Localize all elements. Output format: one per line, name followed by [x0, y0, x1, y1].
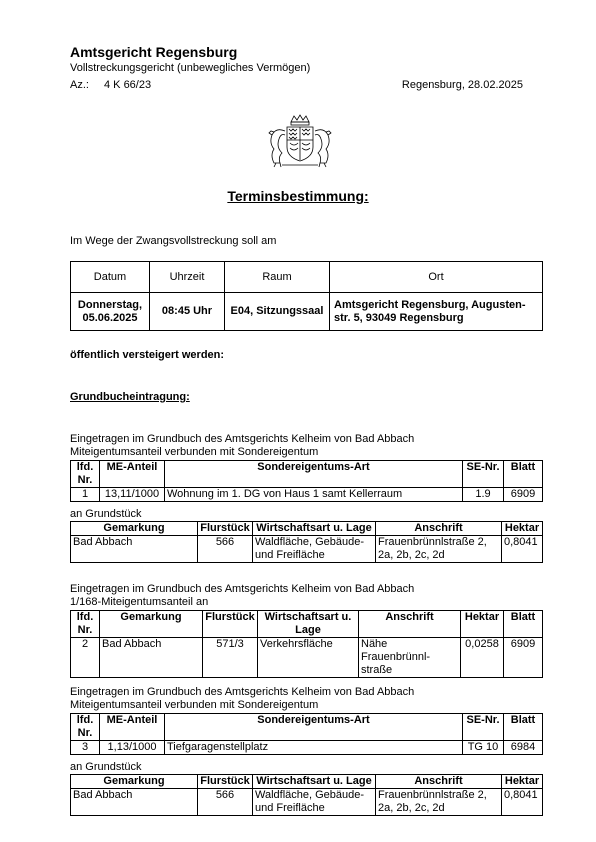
- header-sondereigentums-art: Sondereigentums-Art: [165, 714, 463, 741]
- flurstueck: 566: [198, 789, 253, 816]
- header-wirtschaftsart: Wirtschaftsart u. Lage: [253, 775, 376, 789]
- document-title: Terminsbestimmung:: [227, 188, 369, 204]
- table-row: [71, 488, 543, 502]
- entry1-an-grundstueck: an Grundstück: [70, 508, 142, 520]
- flurstueck: 571/3: [203, 638, 258, 678]
- header-gemarkung: Gemarkung: [71, 775, 198, 789]
- entry3-line1: Eingetragen im Grundbuch des Amtsgerichts Kelheim von Bad Abbach: [70, 686, 415, 698]
- gemarkung: Bad Abbach: [100, 638, 203, 678]
- anschrift: Frauenbrünnlstraße 2, 2a, 2b, 2c, 2d: [376, 536, 502, 563]
- header-anschrift: Anschrift: [359, 611, 461, 638]
- wirtschaftsart: Waldfläche, Gebäude- und Freifläche: [253, 536, 376, 563]
- me-anteil: 1,13/1000: [100, 741, 165, 755]
- schedule-table: [70, 261, 543, 331]
- header-wirtschaftsart: Wirtschaftsart u. Lage: [253, 522, 376, 536]
- auction-room: E04, Sitzungssaal: [225, 293, 330, 331]
- auction-place: Amtsgericht Regensburg, Augusten- str. 5, 93049 Regensburg: [330, 293, 543, 331]
- anschrift: Nähe Frauenbrünnl- straße: [359, 638, 461, 678]
- flurstueck: 566: [198, 536, 253, 563]
- entry3-table: [70, 713, 543, 755]
- header-uhrzeit: Uhrzeit: [150, 262, 225, 293]
- hektar: 0,0258: [461, 638, 504, 678]
- header-me-anteil: ME-Anteil: [100, 714, 165, 741]
- hektar: 0,8041: [502, 536, 543, 563]
- header-hektar: Hektar: [502, 522, 543, 536]
- place-and-date: Regensburg, 28.02.2025: [401, 79, 523, 91]
- wirtschaftsart: Verkehrsfläche: [258, 638, 359, 678]
- header-me-anteil: ME-Anteil: [100, 461, 165, 488]
- entry2-line2: 1/168-Miteigentumsanteil an: [70, 596, 209, 608]
- blatt: 6909: [504, 488, 543, 502]
- header-se-nr: SE-Nr.: [463, 461, 504, 488]
- table-row: [71, 536, 543, 563]
- header-hektar: Hektar: [502, 775, 543, 789]
- header-flurstueck: Flurstück: [198, 775, 253, 789]
- se-nr: 1.9: [463, 488, 504, 502]
- header-datum: Datum: [71, 262, 150, 293]
- sondereigentums-art: Tiefgaragenstellplatz: [165, 741, 463, 755]
- table-row: [71, 741, 543, 755]
- entry3-plot-table: [70, 774, 543, 816]
- auction-text: öffentlich versteigert werden:: [70, 349, 225, 361]
- entry3-an-grundstueck: an Grundstück: [70, 761, 142, 773]
- header-gemarkung: Gemarkung: [100, 611, 203, 638]
- lfd-nr: 2: [71, 638, 100, 678]
- auction-date: Donnerstag, 05.06.2025: [71, 293, 150, 331]
- header-lfd: lfd. Nr.: [71, 611, 100, 638]
- entry3-line2: Miteigentumsanteil verbunden mit Sondereigentum: [70, 699, 319, 711]
- table-row: [71, 789, 543, 816]
- header-anschrift: Anschrift: [376, 775, 502, 789]
- header-sondereigentums-art: Sondereigentums-Art: [165, 461, 463, 488]
- court-name: Amtsgericht Regensburg: [70, 44, 238, 60]
- table-row: [71, 638, 543, 678]
- header-ort: Ort: [330, 262, 543, 293]
- header-blatt: Blatt: [504, 611, 543, 638]
- header-raum: Raum: [225, 262, 330, 293]
- bavarian-coat-of-arms-icon: [262, 113, 338, 169]
- header-hektar: Hektar: [461, 611, 504, 638]
- sondereigentums-art: Wohnung im 1. DG von Haus 1 samt Kellerraum: [165, 488, 463, 502]
- case-number: 4 K 66/23: [104, 79, 152, 91]
- blatt: 6909: [504, 638, 543, 678]
- gemarkung: Bad Abbach: [71, 789, 198, 816]
- me-anteil: 13,11/1000: [100, 488, 165, 502]
- header-flurstueck: Flurstück: [198, 522, 253, 536]
- grundbuch-heading: Grundbucheintragung:: [70, 391, 190, 403]
- hektar: 0,8041: [502, 789, 543, 816]
- court-subtitle: Vollstreckungsgericht (unbewegliches Vermögen): [70, 62, 311, 74]
- blatt: 6984: [504, 741, 543, 755]
- header-blatt: Blatt: [504, 714, 543, 741]
- header-wirtschaftsart: Wirtschaftsart u. Lage: [258, 611, 359, 638]
- entry1-table: [70, 460, 543, 502]
- wirtschaftsart: Waldfläche, Gebäude- und Freifläche: [253, 789, 376, 816]
- lfd-nr: 1: [71, 488, 100, 502]
- auction-time: 08:45 Uhr: [150, 293, 225, 331]
- gemarkung: Bad Abbach: [71, 536, 198, 563]
- entry1-plot-table: [70, 521, 543, 563]
- entry2-table: [70, 610, 543, 678]
- entry1-line2: Miteigentumsanteil verbunden mit Sondereigentum: [70, 446, 319, 458]
- intro-text: Im Wege der Zwangsvollstreckung soll am: [70, 235, 277, 247]
- entry2-line1: Eingetragen im Grundbuch des Amtsgerichts Kelheim von Bad Abbach: [70, 583, 415, 595]
- header-gemarkung: Gemarkung: [71, 522, 198, 536]
- header-blatt: Blatt: [504, 461, 543, 488]
- case-number-label: Az.:: [70, 79, 89, 91]
- header-lfd: lfd. Nr.: [71, 461, 100, 488]
- se-nr: TG 10: [463, 741, 504, 755]
- entry1-line1: Eingetragen im Grundbuch des Amtsgerichts Kelheim von Bad Abbach: [70, 433, 415, 445]
- header-lfd: lfd. Nr.: [71, 714, 100, 741]
- header-flurstueck: Flurstück: [203, 611, 258, 638]
- header-se-nr: SE-Nr.: [463, 714, 504, 741]
- header-anschrift: Anschrift: [376, 522, 502, 536]
- anschrift: Frauenbrünnlstraße 2, 2a, 2b, 2c, 2d: [376, 789, 502, 816]
- lfd-nr: 3: [71, 741, 100, 755]
